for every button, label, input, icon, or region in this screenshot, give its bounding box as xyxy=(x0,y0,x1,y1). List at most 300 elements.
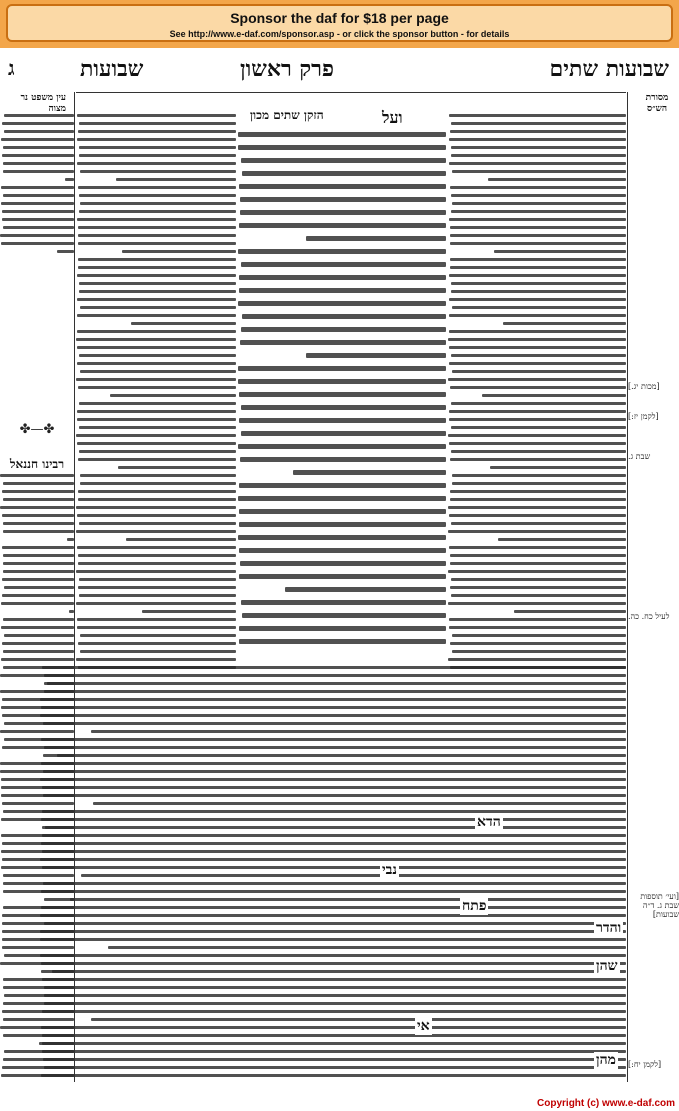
text-line xyxy=(0,474,74,477)
sidenote-3: שבת ג. xyxy=(628,452,651,461)
text-line xyxy=(77,362,236,365)
text-line xyxy=(77,138,236,141)
dibbur-man: מהן xyxy=(596,1052,616,1068)
text-line xyxy=(77,274,236,277)
text-line xyxy=(3,194,74,197)
text-line xyxy=(3,890,74,893)
text-line xyxy=(77,162,236,165)
text-line xyxy=(0,962,74,965)
text-line xyxy=(448,658,626,661)
ein-mishpat-column xyxy=(0,112,74,262)
text-line xyxy=(2,490,74,493)
text-line xyxy=(449,546,626,549)
text-line xyxy=(498,538,626,541)
text-line xyxy=(1,242,74,245)
text-line xyxy=(3,522,74,525)
text-line xyxy=(242,613,446,618)
text-line xyxy=(1,778,74,781)
sidenote-5: [ועי׳ תוספות שבת ג. ד״ה שבועות] xyxy=(640,892,679,919)
text-line xyxy=(78,554,237,557)
text-line xyxy=(40,954,626,957)
text-line xyxy=(450,258,626,261)
text-line xyxy=(238,535,446,540)
text-line xyxy=(450,490,626,493)
text-line xyxy=(4,954,74,957)
text-line xyxy=(78,234,236,237)
text-line xyxy=(44,994,626,997)
text-line xyxy=(76,506,236,509)
text-line xyxy=(44,1002,626,1005)
text-line xyxy=(76,570,236,573)
text-line xyxy=(242,171,446,176)
text-line xyxy=(306,353,446,358)
text-line xyxy=(78,266,236,269)
text-line xyxy=(78,186,236,189)
text-line xyxy=(449,274,626,277)
text-line xyxy=(285,587,446,592)
text-line xyxy=(238,301,446,306)
text-line xyxy=(503,322,626,325)
text-line xyxy=(77,410,236,413)
text-line xyxy=(57,754,74,757)
text-line xyxy=(451,578,626,581)
text-line xyxy=(41,1074,626,1077)
text-line xyxy=(78,226,236,229)
text-line xyxy=(42,866,626,869)
text-line xyxy=(79,194,236,197)
text-line xyxy=(449,618,626,621)
text-line xyxy=(80,170,236,173)
text-line xyxy=(450,242,626,245)
ein-mishpat-label: עין משפט נר מצוה xyxy=(20,93,66,114)
column-divider xyxy=(74,92,75,1082)
text-line xyxy=(78,490,236,493)
text-line xyxy=(448,506,626,509)
text-line xyxy=(1,818,74,821)
text-line xyxy=(44,690,626,693)
text-line xyxy=(239,548,446,553)
text-line xyxy=(47,682,74,685)
text-line xyxy=(41,890,626,893)
text-line xyxy=(41,818,626,821)
sidenote-1: [מכות יג.] xyxy=(628,382,660,391)
sponsor-banner[interactable] xyxy=(0,0,679,48)
text-line xyxy=(452,482,627,485)
text-line xyxy=(42,826,626,829)
text-line xyxy=(0,506,74,509)
text-line xyxy=(43,1058,626,1061)
text-line xyxy=(239,275,446,280)
sidenote-2: [לקמן יז:] xyxy=(628,412,659,421)
text-line xyxy=(2,938,74,941)
column-divider xyxy=(627,92,628,1082)
text-line xyxy=(41,1026,626,1029)
text-line xyxy=(449,218,626,221)
text-line xyxy=(42,850,626,853)
text-line xyxy=(0,674,74,677)
text-line xyxy=(3,570,74,573)
text-line xyxy=(91,1018,626,1021)
sidenote-4: לעיל כח. כה. xyxy=(628,612,670,621)
text-line xyxy=(116,178,236,181)
text-line xyxy=(40,914,626,917)
text-line xyxy=(3,810,74,813)
text-line xyxy=(79,450,236,453)
text-line xyxy=(43,882,626,885)
text-line xyxy=(242,314,446,319)
text-line xyxy=(2,858,74,861)
text-line xyxy=(452,170,626,173)
text-line xyxy=(42,978,626,981)
text-line xyxy=(2,210,74,213)
text-line xyxy=(79,146,236,149)
dibbur-shen: שהן xyxy=(596,958,618,974)
text-line xyxy=(80,306,236,309)
text-line xyxy=(451,354,626,357)
text-line xyxy=(448,570,626,573)
text-line xyxy=(449,114,626,117)
text-line xyxy=(1,202,74,205)
text-line xyxy=(3,226,74,229)
text-line xyxy=(239,418,446,423)
text-line xyxy=(41,970,626,973)
dibbur-hada: הדא xyxy=(477,814,501,830)
text-line xyxy=(241,405,446,410)
text-line xyxy=(78,562,236,565)
text-line xyxy=(44,898,626,901)
text-line xyxy=(43,754,626,757)
text-line xyxy=(1,834,74,837)
text-line xyxy=(238,444,446,449)
text-line xyxy=(241,600,446,605)
text-line xyxy=(451,522,626,525)
text-line xyxy=(450,498,626,501)
text-line xyxy=(78,642,236,645)
text-line xyxy=(2,594,74,597)
text-line xyxy=(448,338,626,341)
text-line xyxy=(80,650,236,653)
text-line xyxy=(450,642,626,645)
text-line xyxy=(448,530,626,533)
rashi-commentary xyxy=(448,112,626,672)
text-line xyxy=(450,226,626,229)
text-line xyxy=(78,458,236,461)
text-line xyxy=(239,574,446,579)
text-line xyxy=(77,218,236,221)
text-line xyxy=(2,514,74,517)
text-line xyxy=(3,906,74,909)
text-line xyxy=(239,639,446,644)
text-line xyxy=(449,298,626,301)
text-line xyxy=(450,386,626,389)
text-line xyxy=(451,290,626,293)
text-line xyxy=(76,338,236,341)
header-rule xyxy=(76,92,626,93)
rabbenu-chananel-title: רבינו חננאל xyxy=(9,457,65,471)
text-line xyxy=(0,770,74,773)
text-line xyxy=(122,250,236,253)
text-line xyxy=(240,561,446,566)
text-line xyxy=(78,498,236,501)
text-line xyxy=(449,330,626,333)
text-line xyxy=(79,282,236,285)
text-line xyxy=(240,197,446,202)
text-line xyxy=(241,327,446,332)
text-line xyxy=(40,930,626,933)
text-line xyxy=(3,978,74,981)
text-line xyxy=(81,874,626,877)
text-line xyxy=(451,146,626,149)
text-line xyxy=(76,530,236,533)
text-line xyxy=(239,626,446,631)
text-line xyxy=(41,738,626,741)
text-line xyxy=(240,340,446,345)
text-line xyxy=(44,682,626,685)
text-line xyxy=(449,362,626,365)
text-line xyxy=(3,1018,74,1021)
text-line xyxy=(2,714,74,717)
text-line xyxy=(4,722,74,725)
text-line xyxy=(76,378,236,381)
text-line xyxy=(110,394,236,397)
text-line xyxy=(79,522,236,525)
text-line xyxy=(76,434,236,437)
text-line xyxy=(77,514,236,517)
commentary-bottom xyxy=(40,664,626,1078)
text-line xyxy=(41,706,626,709)
text-line xyxy=(41,842,626,845)
text-line xyxy=(77,346,236,349)
tractate-title: שבועות שתים xyxy=(549,56,669,82)
text-line xyxy=(3,530,74,533)
text-line xyxy=(0,690,74,693)
text-line xyxy=(514,610,626,613)
text-line xyxy=(451,426,626,429)
text-line xyxy=(4,994,74,997)
text-line xyxy=(238,249,446,254)
text-line xyxy=(3,146,74,149)
text-line xyxy=(451,450,626,453)
text-line xyxy=(1,850,74,853)
text-line xyxy=(2,154,74,157)
text-line xyxy=(2,1066,74,1069)
text-line xyxy=(1,186,74,189)
text-line xyxy=(77,546,236,549)
text-line xyxy=(79,122,236,125)
text-line xyxy=(77,442,236,445)
text-line xyxy=(41,962,626,965)
text-line xyxy=(79,290,236,293)
text-line xyxy=(77,298,236,301)
text-line xyxy=(238,496,446,501)
text-line xyxy=(450,234,626,237)
text-line xyxy=(78,386,236,389)
text-line xyxy=(0,1026,74,1029)
chapter-title: פרק ראשון xyxy=(240,56,334,82)
text-line xyxy=(239,184,446,189)
text-line xyxy=(239,522,446,527)
text-line xyxy=(239,223,446,228)
text-line xyxy=(238,379,446,384)
text-line xyxy=(42,1042,626,1045)
gemara-text xyxy=(238,130,446,650)
text-line xyxy=(42,1050,626,1053)
text-line xyxy=(448,378,626,381)
text-line xyxy=(239,483,446,488)
text-line xyxy=(43,722,626,725)
text-line xyxy=(451,282,626,285)
text-line xyxy=(2,930,74,933)
text-line xyxy=(451,210,626,213)
sponsor-subtitle[interactable]: See http://www.e-daf.com/sponsor.asp - or click the sponsor button - for details xyxy=(169,29,510,39)
ornament-divider: ✤—✤ xyxy=(19,422,55,437)
text-line xyxy=(108,946,626,949)
text-line xyxy=(449,162,626,165)
text-line xyxy=(4,1050,74,1053)
text-line xyxy=(77,618,236,621)
text-line xyxy=(3,666,74,669)
dibbur-nevi: נבי xyxy=(382,862,397,878)
text-line xyxy=(451,122,626,125)
text-line xyxy=(449,514,626,517)
text-line xyxy=(42,666,626,669)
text-line xyxy=(494,250,626,253)
text-line xyxy=(76,602,236,605)
text-line xyxy=(42,810,626,813)
text-line xyxy=(79,594,236,597)
text-line xyxy=(1,1074,74,1077)
text-line xyxy=(2,802,74,805)
text-line xyxy=(4,586,74,589)
text-line xyxy=(1,786,74,789)
text-line xyxy=(2,922,74,925)
text-line xyxy=(80,370,236,373)
text-line xyxy=(3,1002,74,1005)
text-line xyxy=(2,698,74,701)
text-line xyxy=(450,554,627,557)
text-line xyxy=(482,394,626,397)
text-line xyxy=(43,794,626,797)
text-line xyxy=(67,538,74,541)
text-line xyxy=(41,906,626,909)
text-line xyxy=(3,1058,74,1061)
text-line xyxy=(241,158,446,163)
text-line xyxy=(1,866,74,869)
text-line xyxy=(2,578,74,581)
text-line xyxy=(240,457,446,462)
text-line xyxy=(79,154,236,157)
text-line xyxy=(44,986,626,989)
text-line xyxy=(448,602,626,605)
text-line xyxy=(91,730,626,733)
text-line xyxy=(79,402,236,405)
text-line xyxy=(78,258,236,261)
text-line xyxy=(449,410,626,413)
text-line xyxy=(52,970,74,973)
text-line xyxy=(77,626,236,629)
text-line xyxy=(4,130,74,133)
text-line xyxy=(450,130,626,133)
dibbur-vehadar: והדר xyxy=(596,920,622,936)
text-line xyxy=(449,138,626,141)
text-line xyxy=(238,132,446,137)
text-line xyxy=(65,178,74,181)
text-line xyxy=(44,922,626,925)
text-line xyxy=(452,474,626,477)
folio-number: ג xyxy=(8,56,15,80)
text-line xyxy=(240,210,446,215)
text-line xyxy=(3,986,74,989)
text-line xyxy=(452,202,626,205)
sponsor-button[interactable] xyxy=(6,4,673,42)
dibbur-ati: אי xyxy=(417,1018,430,1034)
tosafot-commentary xyxy=(76,112,236,672)
text-line xyxy=(452,306,626,309)
text-line xyxy=(77,314,236,317)
text-line xyxy=(451,594,626,597)
text-line xyxy=(3,618,74,621)
text-line xyxy=(451,194,626,197)
text-line xyxy=(293,470,446,475)
text-line xyxy=(44,746,626,749)
text-line xyxy=(238,145,446,150)
text-line xyxy=(40,858,626,861)
text-line xyxy=(449,314,626,317)
tractate-name: שבועות xyxy=(80,56,144,82)
text-line xyxy=(239,288,446,293)
text-line xyxy=(4,114,74,117)
gemara-opening-word: ועל xyxy=(382,108,403,127)
text-line xyxy=(44,1066,626,1069)
text-line xyxy=(450,186,626,189)
text-line xyxy=(1,794,74,797)
text-line xyxy=(40,938,626,941)
text-line xyxy=(241,431,446,436)
text-line xyxy=(57,250,74,253)
text-line xyxy=(2,218,74,221)
text-line xyxy=(118,466,236,469)
sponsor-title: Sponsor the daf for $18 per page xyxy=(230,10,449,26)
text-line xyxy=(80,482,237,485)
dibbur-petach: פתח xyxy=(462,898,487,914)
text-line xyxy=(0,730,74,733)
text-line xyxy=(2,746,74,749)
text-line xyxy=(1,706,74,709)
text-line xyxy=(449,626,626,629)
text-line xyxy=(76,658,236,661)
text-line xyxy=(3,482,74,485)
text-line xyxy=(40,698,626,701)
mesorah-label: מסורת הש״ס xyxy=(645,93,669,114)
text-line xyxy=(488,178,626,181)
copyright-text: Copyright (c) www.e-daf.com xyxy=(537,1098,675,1109)
text-line xyxy=(448,434,626,437)
text-line xyxy=(2,546,74,549)
text-line xyxy=(449,346,626,349)
text-line xyxy=(93,802,626,805)
text-line xyxy=(450,562,626,565)
talmud-page xyxy=(0,52,679,1096)
text-line xyxy=(3,170,74,173)
text-line xyxy=(3,162,74,165)
text-line xyxy=(41,762,626,765)
text-line xyxy=(77,418,236,421)
text-line xyxy=(2,914,74,917)
text-line xyxy=(40,714,626,717)
text-line xyxy=(43,770,626,773)
text-line xyxy=(1,138,74,141)
text-line xyxy=(450,586,626,589)
